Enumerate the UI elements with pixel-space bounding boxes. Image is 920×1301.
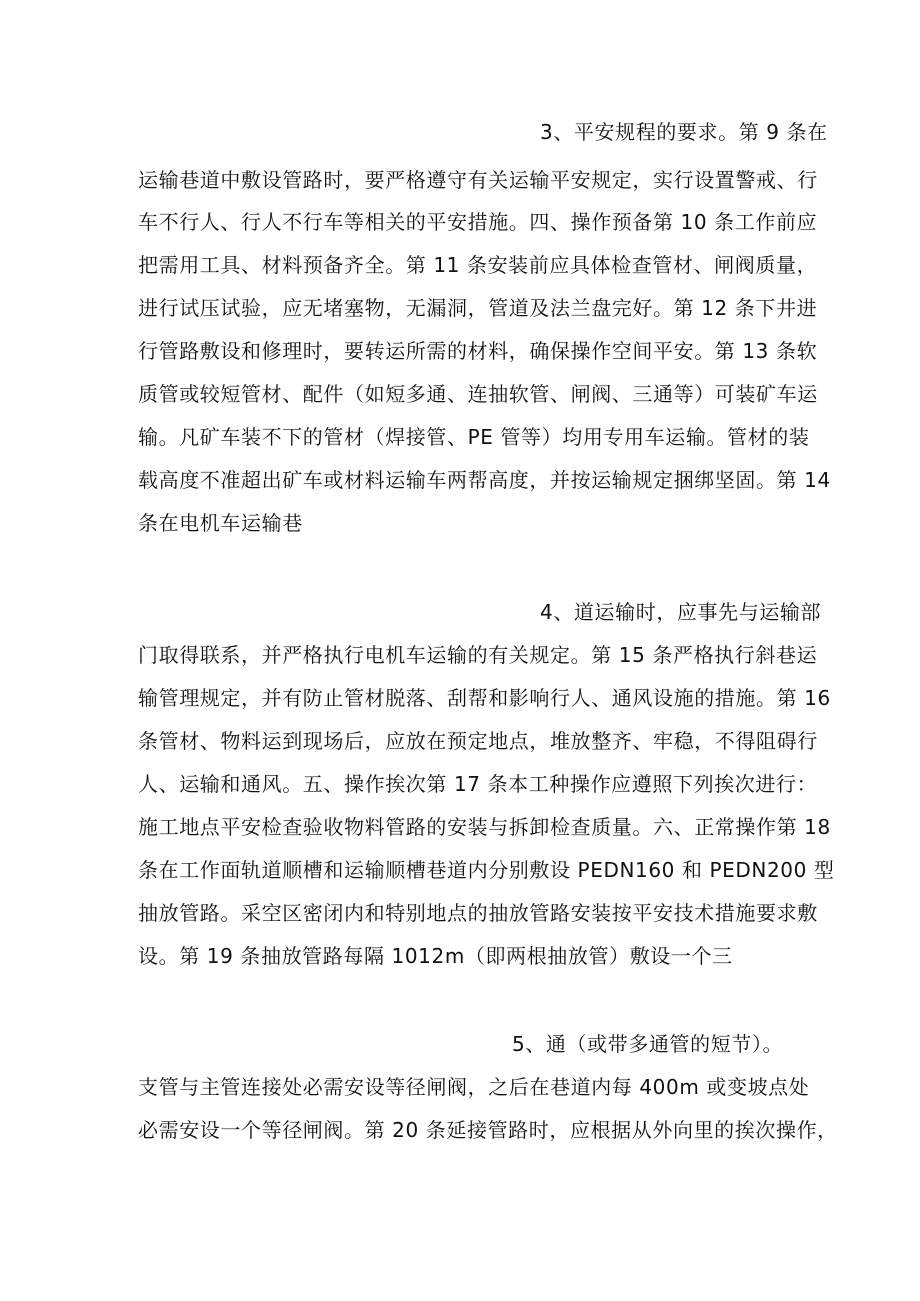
paragraph-2-line-1: 4、道运输时，应事先与运输部 bbox=[540, 600, 822, 624]
paragraph-1-line-5: 进行试压试验，应无堵塞物，无漏洞，管道及法兰盘完好。第 12 条下井进 bbox=[138, 296, 818, 320]
paragraph-2-line-5: 人、运输和通风。五、操作挨次第 17 条本工种操作应遵照下列挨次进行： bbox=[138, 772, 818, 796]
paragraph-1-line-9: 载高度不准超出矿车或材料运输车两帮高度，并按运输规定捆绑坚固。第 14 bbox=[138, 468, 831, 492]
paragraph-2-line-9: 设。第 19 条抽放管路每隔 1012m（即两根抽放管）敷设一个三 bbox=[138, 944, 733, 968]
paragraph-2-line-3: 输管理规定，并有防止管材脱落、刮帮和影响行人、通风设施的措施。第 16 bbox=[138, 686, 831, 710]
paragraph-2-line-2: 门取得联系，并严格执行电机车运输的有关规定。第 15 条严格执行斜巷运 bbox=[138, 643, 818, 667]
paragraph-1-line-3: 车不行人、行人不行车等相关的平安措施。四、操作预备第 10 条工作前应 bbox=[138, 210, 818, 234]
paragraph-3-line-2: 支管与主管连接处必需安设等径闸阀，之后在巷道内每 400m 或变坡点处 bbox=[138, 1075, 810, 1099]
paragraph-1-line-7: 质管或较短管材、配件（如短多通、连抽软管、闸阀、三通等）可装矿车运 bbox=[138, 382, 818, 406]
paragraph-1-line-1: 3、平安规程的要求。第 9 条在 bbox=[540, 120, 828, 144]
paragraph-1-line-6: 行管路敷设和修理时，要转运所需的材料，确保操作空间平安。第 13 条软 bbox=[138, 339, 818, 363]
paragraph-2-line-4: 条管材、物料运到现场后，应放在预定地点，堆放整齐、牢稳，不得阻碍行 bbox=[138, 729, 818, 753]
paragraph-3-line-1: 5、通（或带多通管的短节）。 bbox=[512, 1032, 784, 1056]
paragraph-3-line-3: 必需安设一个等径闸阀。第 20 条延接管路时，应根据从外向里的挨次操作， bbox=[138, 1118, 838, 1142]
paragraph-2-line-8: 抽放管路。采空区密闭内和特别地点的抽放管路安装按平安技术措施要求敷 bbox=[138, 901, 818, 925]
paragraph-1-line-2: 运输巷道中敷设管路时，要严格遵守有关运输平安规定，实行设置警戒、行 bbox=[138, 168, 818, 192]
paragraph-1-line-10: 条在电机车运输巷 bbox=[138, 511, 303, 535]
paragraph-1-line-4: 把需用工具、材料预备齐全。第 11 条安装前应具体检查管材、闸阀质量， bbox=[138, 253, 818, 277]
paragraph-2-line-7: 条在工作面轨道顺槽和运输顺槽巷道内分别敷设 PEDN160 和 PEDN200 型 bbox=[138, 858, 835, 882]
paragraph-1-line-8: 输。凡矿车装不下的管材（焊接管、PE 管等）均用专用车运输。管材的装 bbox=[138, 425, 810, 449]
paragraph-2-line-6: 施工地点平安检查验收物料管路的安装与拆卸检查质量。六、正常操作第 18 bbox=[138, 815, 831, 839]
